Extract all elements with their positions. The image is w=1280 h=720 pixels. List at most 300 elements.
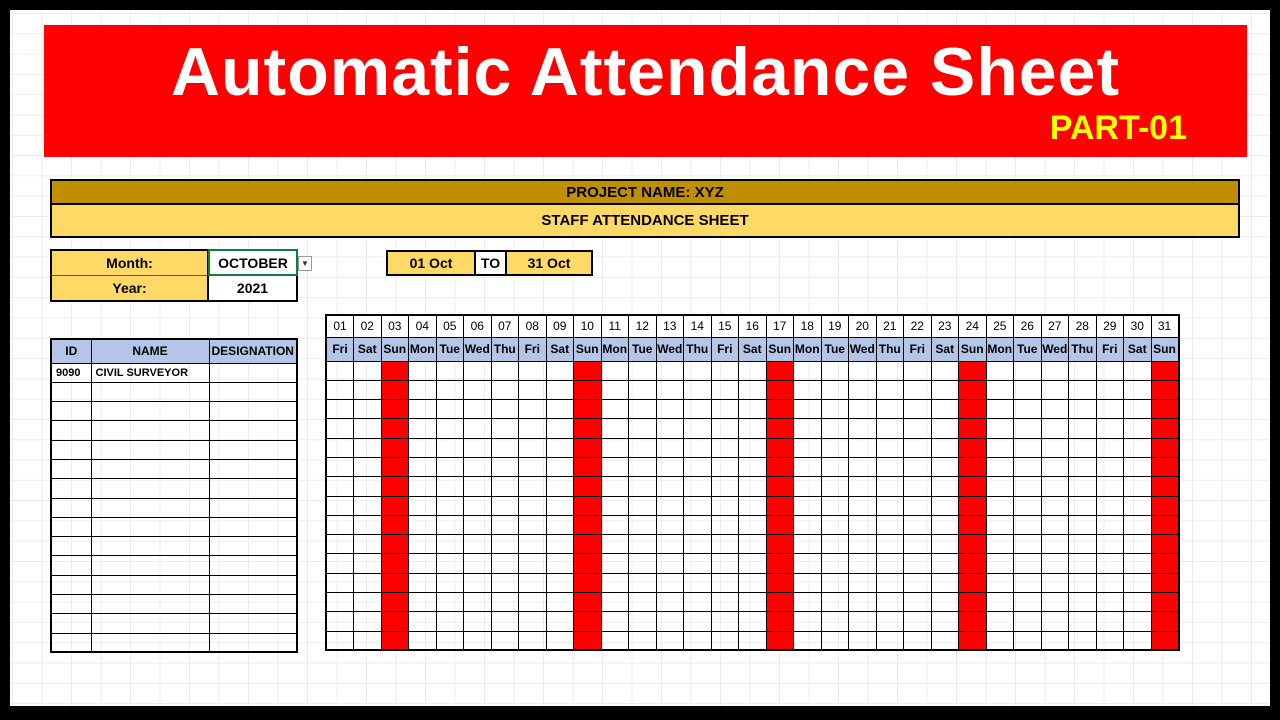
attendance-cell[interactable] xyxy=(436,457,464,476)
attendance-cell[interactable] xyxy=(1069,631,1097,650)
attendance-cell[interactable] xyxy=(519,457,547,476)
attendance-cell[interactable] xyxy=(931,496,959,515)
weekday-header-cell[interactable]: Sun xyxy=(574,337,602,361)
weekday-header-cell[interactable]: Mon xyxy=(794,337,822,361)
attendance-cell[interactable] xyxy=(986,631,1014,650)
attendance-cell[interactable] xyxy=(1069,612,1097,631)
attendance-cell[interactable] xyxy=(546,535,574,554)
sunday-cell[interactable] xyxy=(766,496,794,515)
id-cell[interactable] xyxy=(51,421,91,440)
attendance-cell[interactable] xyxy=(326,612,354,631)
attendance-cell[interactable] xyxy=(601,631,629,650)
attendance-cell[interactable] xyxy=(1041,515,1069,534)
attendance-cell[interactable] xyxy=(1096,496,1124,515)
attendance-cell[interactable] xyxy=(904,535,932,554)
attendance-cell[interactable] xyxy=(794,515,822,534)
sunday-cell[interactable] xyxy=(574,400,602,419)
attendance-cell[interactable] xyxy=(519,477,547,496)
designation-cell[interactable] xyxy=(209,614,297,633)
sunday-cell[interactable] xyxy=(381,419,409,438)
attendance-cell[interactable] xyxy=(409,457,437,476)
attendance-cell[interactable] xyxy=(876,515,904,534)
attendance-cell[interactable] xyxy=(436,535,464,554)
attendance-cell[interactable] xyxy=(656,515,684,534)
attendance-cell[interactable] xyxy=(601,380,629,399)
sunday-cell[interactable] xyxy=(381,496,409,515)
attendance-cell[interactable] xyxy=(1124,593,1152,612)
date-header-cell[interactable]: 14 xyxy=(684,315,712,337)
attendance-cell[interactable] xyxy=(931,612,959,631)
attendance-cell[interactable] xyxy=(1124,535,1152,554)
attendance-cell[interactable] xyxy=(436,477,464,496)
attendance-cell[interactable] xyxy=(1124,380,1152,399)
attendance-cell[interactable] xyxy=(354,631,382,650)
sunday-cell[interactable] xyxy=(574,477,602,496)
attendance-cell[interactable] xyxy=(794,361,822,380)
attendance-cell[interactable] xyxy=(1096,400,1124,419)
attendance-cell[interactable] xyxy=(436,400,464,419)
attendance-cell[interactable] xyxy=(1124,438,1152,457)
sunday-cell[interactable] xyxy=(959,477,987,496)
attendance-cell[interactable] xyxy=(326,554,354,573)
sunday-cell[interactable] xyxy=(574,438,602,457)
attendance-cell[interactable] xyxy=(491,515,519,534)
attendance-cell[interactable] xyxy=(904,457,932,476)
attendance-cell[interactable] xyxy=(546,573,574,592)
name-cell[interactable] xyxy=(91,459,209,478)
attendance-cell[interactable] xyxy=(1014,535,1042,554)
attendance-cell[interactable] xyxy=(876,419,904,438)
sunday-cell[interactable] xyxy=(1151,457,1179,476)
attendance-cell[interactable] xyxy=(711,457,739,476)
attendance-cell[interactable] xyxy=(821,612,849,631)
sunday-cell[interactable] xyxy=(1151,419,1179,438)
attendance-cell[interactable] xyxy=(464,535,492,554)
attendance-cell[interactable] xyxy=(1069,573,1097,592)
attendance-cell[interactable] xyxy=(354,496,382,515)
sunday-cell[interactable] xyxy=(574,419,602,438)
attendance-cell[interactable] xyxy=(1096,573,1124,592)
attendance-cell[interactable] xyxy=(821,631,849,650)
attendance-cell[interactable] xyxy=(876,535,904,554)
attendance-cell[interactable] xyxy=(684,438,712,457)
attendance-cell[interactable] xyxy=(464,515,492,534)
sunday-cell[interactable] xyxy=(1151,573,1179,592)
attendance-cell[interactable] xyxy=(656,380,684,399)
sunday-cell[interactable] xyxy=(381,631,409,650)
attendance-cell[interactable] xyxy=(821,400,849,419)
attendance-cell[interactable] xyxy=(849,361,877,380)
attendance-cell[interactable] xyxy=(491,380,519,399)
attendance-cell[interactable] xyxy=(711,631,739,650)
attendance-cell[interactable] xyxy=(326,400,354,419)
weekday-header-cell[interactable]: Wed xyxy=(656,337,684,361)
weekday-header-cell[interactable]: Thu xyxy=(1069,337,1097,361)
attendance-cell[interactable] xyxy=(711,400,739,419)
date-header-cell[interactable]: 31 xyxy=(1151,315,1179,337)
weekday-header-cell[interactable]: Sat xyxy=(931,337,959,361)
attendance-cell[interactable] xyxy=(519,515,547,534)
attendance-cell[interactable] xyxy=(739,380,767,399)
attendance-cell[interactable] xyxy=(794,554,822,573)
sunday-cell[interactable] xyxy=(381,554,409,573)
attendance-cell[interactable] xyxy=(436,438,464,457)
attendance-cell[interactable] xyxy=(821,477,849,496)
attendance-cell[interactable] xyxy=(601,419,629,438)
attendance-cell[interactable] xyxy=(849,554,877,573)
sunday-cell[interactable] xyxy=(574,535,602,554)
name-cell[interactable] xyxy=(91,517,209,536)
id-cell[interactable] xyxy=(51,556,91,575)
attendance-cell[interactable] xyxy=(491,535,519,554)
date-header-cell[interactable]: 06 xyxy=(464,315,492,337)
attendance-cell[interactable] xyxy=(794,400,822,419)
attendance-cell[interactable] xyxy=(876,612,904,631)
attendance-cell[interactable] xyxy=(464,554,492,573)
sunday-cell[interactable] xyxy=(766,554,794,573)
attendance-cell[interactable] xyxy=(684,361,712,380)
attendance-cell[interactable] xyxy=(849,419,877,438)
sunday-cell[interactable] xyxy=(381,438,409,457)
attendance-cell[interactable] xyxy=(1041,535,1069,554)
attendance-cell[interactable] xyxy=(849,593,877,612)
attendance-cell[interactable] xyxy=(849,631,877,650)
attendance-cell[interactable] xyxy=(684,535,712,554)
attendance-cell[interactable] xyxy=(436,631,464,650)
attendance-cell[interactable] xyxy=(409,593,437,612)
date-header-cell[interactable]: 21 xyxy=(876,315,904,337)
attendance-cell[interactable] xyxy=(629,457,657,476)
weekday-header-cell[interactable]: Mon xyxy=(409,337,437,361)
attendance-cell[interactable] xyxy=(436,515,464,534)
attendance-cell[interactable] xyxy=(326,419,354,438)
attendance-cell[interactable] xyxy=(931,438,959,457)
attendance-cell[interactable] xyxy=(409,535,437,554)
attendance-cell[interactable] xyxy=(986,535,1014,554)
sunday-cell[interactable] xyxy=(1151,380,1179,399)
attendance-cell[interactable] xyxy=(1069,380,1097,399)
sunday-cell[interactable] xyxy=(959,361,987,380)
sunday-cell[interactable] xyxy=(959,573,987,592)
attendance-cell[interactable] xyxy=(546,380,574,399)
id-cell[interactable] xyxy=(51,440,91,459)
id-cell[interactable] xyxy=(51,498,91,517)
attendance-cell[interactable] xyxy=(1096,515,1124,534)
attendance-cell[interactable] xyxy=(1069,419,1097,438)
attendance-cell[interactable] xyxy=(739,496,767,515)
attendance-cell[interactable] xyxy=(354,612,382,631)
attendance-cell[interactable] xyxy=(409,554,437,573)
attendance-cell[interactable] xyxy=(821,554,849,573)
weekday-header-cell[interactable]: Thu xyxy=(684,337,712,361)
attendance-cell[interactable] xyxy=(464,380,492,399)
attendance-cell[interactable] xyxy=(986,438,1014,457)
attendance-cell[interactable] xyxy=(904,419,932,438)
sunday-cell[interactable] xyxy=(574,457,602,476)
attendance-cell[interactable] xyxy=(409,612,437,631)
attendance-cell[interactable] xyxy=(876,496,904,515)
attendance-cell[interactable] xyxy=(1069,593,1097,612)
attendance-cell[interactable] xyxy=(739,631,767,650)
sunday-cell[interactable] xyxy=(1151,554,1179,573)
attendance-cell[interactable] xyxy=(656,438,684,457)
attendance-cell[interactable] xyxy=(409,361,437,380)
attendance-cell[interactable] xyxy=(986,380,1014,399)
attendance-cell[interactable] xyxy=(354,419,382,438)
attendance-cell[interactable] xyxy=(684,419,712,438)
attendance-cell[interactable] xyxy=(326,477,354,496)
attendance-cell[interactable] xyxy=(409,400,437,419)
attendance-cell[interactable] xyxy=(1041,438,1069,457)
sunday-cell[interactable] xyxy=(574,573,602,592)
attendance-cell[interactable] xyxy=(629,515,657,534)
date-header-cell[interactable]: 18 xyxy=(794,315,822,337)
weekday-header-cell[interactable]: Fri xyxy=(904,337,932,361)
attendance-cell[interactable] xyxy=(491,554,519,573)
attendance-cell[interactable] xyxy=(849,380,877,399)
attendance-cell[interactable] xyxy=(1014,438,1042,457)
date-header-cell[interactable]: 27 xyxy=(1041,315,1069,337)
attendance-cell[interactable] xyxy=(464,400,492,419)
attendance-cell[interactable] xyxy=(491,477,519,496)
sunday-cell[interactable] xyxy=(1151,535,1179,554)
date-header-cell[interactable]: 08 xyxy=(519,315,547,337)
date-header-cell[interactable]: 23 xyxy=(931,315,959,337)
id-cell[interactable] xyxy=(51,537,91,556)
sunday-cell[interactable] xyxy=(766,631,794,650)
attendance-cell[interactable] xyxy=(1069,496,1097,515)
attendance-cell[interactable] xyxy=(629,419,657,438)
attendance-cell[interactable] xyxy=(684,612,712,631)
attendance-cell[interactable] xyxy=(849,515,877,534)
attendance-cell[interactable] xyxy=(629,535,657,554)
attendance-cell[interactable] xyxy=(491,612,519,631)
sunday-cell[interactable] xyxy=(1151,496,1179,515)
attendance-cell[interactable] xyxy=(409,380,437,399)
designation-cell[interactable] xyxy=(209,517,297,536)
date-header-cell[interactable]: 01 xyxy=(326,315,354,337)
attendance-cell[interactable] xyxy=(1041,593,1069,612)
attendance-cell[interactable] xyxy=(1014,554,1042,573)
attendance-cell[interactable] xyxy=(711,554,739,573)
attendance-cell[interactable] xyxy=(354,400,382,419)
attendance-cell[interactable] xyxy=(876,400,904,419)
attendance-cell[interactable] xyxy=(546,515,574,534)
date-header-cell[interactable]: 05 xyxy=(436,315,464,337)
designation-header[interactable]: DESIGNATION xyxy=(209,339,297,363)
designation-cell[interactable] xyxy=(209,440,297,459)
sunday-cell[interactable] xyxy=(381,573,409,592)
attendance-cell[interactable] xyxy=(1124,361,1152,380)
attendance-cell[interactable] xyxy=(464,361,492,380)
attendance-cell[interactable] xyxy=(904,361,932,380)
attendance-cell[interactable] xyxy=(519,554,547,573)
attendance-cell[interactable] xyxy=(546,593,574,612)
attendance-cell[interactable] xyxy=(601,477,629,496)
attendance-cell[interactable] xyxy=(986,457,1014,476)
attendance-cell[interactable] xyxy=(1014,631,1042,650)
name-cell[interactable] xyxy=(91,614,209,633)
attendance-cell[interactable] xyxy=(629,612,657,631)
attendance-cell[interactable] xyxy=(601,361,629,380)
designation-cell[interactable] xyxy=(209,633,297,652)
sunday-cell[interactable] xyxy=(959,515,987,534)
sunday-cell[interactable] xyxy=(574,612,602,631)
attendance-cell[interactable] xyxy=(904,554,932,573)
attendance-cell[interactable] xyxy=(656,554,684,573)
attendance-cell[interactable] xyxy=(601,515,629,534)
date-header-cell[interactable]: 30 xyxy=(1124,315,1152,337)
id-cell[interactable] xyxy=(51,402,91,421)
from-date-cell[interactable]: 01 Oct xyxy=(386,250,476,276)
attendance-cell[interactable] xyxy=(821,573,849,592)
weekday-header-cell[interactable]: Sun xyxy=(1151,337,1179,361)
attendance-cell[interactable] xyxy=(1124,554,1152,573)
attendance-cell[interactable] xyxy=(1124,496,1152,515)
attendance-cell[interactable] xyxy=(464,593,492,612)
weekday-header-cell[interactable]: Sat xyxy=(739,337,767,361)
attendance-cell[interactable] xyxy=(904,515,932,534)
attendance-cell[interactable] xyxy=(1014,477,1042,496)
sunday-cell[interactable] xyxy=(766,535,794,554)
date-header-cell[interactable]: 16 xyxy=(739,315,767,337)
attendance-cell[interactable] xyxy=(711,380,739,399)
sunday-cell[interactable] xyxy=(1151,612,1179,631)
name-cell[interactable] xyxy=(91,633,209,652)
sunday-cell[interactable] xyxy=(959,419,987,438)
name-cell[interactable] xyxy=(91,382,209,401)
attendance-cell[interactable] xyxy=(656,573,684,592)
attendance-cell[interactable] xyxy=(354,438,382,457)
year-value-cell[interactable]: 2021 xyxy=(208,276,298,302)
attendance-cell[interactable] xyxy=(1124,573,1152,592)
attendance-cell[interactable] xyxy=(629,477,657,496)
weekday-header-cell[interactable]: Mon xyxy=(986,337,1014,361)
attendance-cell[interactable] xyxy=(986,361,1014,380)
designation-cell[interactable] xyxy=(209,575,297,594)
id-cell[interactable] xyxy=(51,614,91,633)
attendance-cell[interactable] xyxy=(711,477,739,496)
attendance-cell[interactable] xyxy=(491,631,519,650)
attendance-cell[interactable] xyxy=(409,477,437,496)
attendance-cell[interactable] xyxy=(519,593,547,612)
attendance-cell[interactable] xyxy=(1096,631,1124,650)
date-header-cell[interactable]: 20 xyxy=(849,315,877,337)
attendance-cell[interactable] xyxy=(1096,457,1124,476)
sunday-cell[interactable] xyxy=(959,631,987,650)
attendance-cell[interactable] xyxy=(326,380,354,399)
attendance-cell[interactable] xyxy=(629,554,657,573)
attendance-cell[interactable] xyxy=(1041,457,1069,476)
attendance-cell[interactable] xyxy=(464,438,492,457)
name-cell[interactable] xyxy=(91,402,209,421)
attendance-cell[interactable] xyxy=(326,573,354,592)
attendance-cell[interactable] xyxy=(491,457,519,476)
date-header-cell[interactable]: 09 xyxy=(546,315,574,337)
attendance-cell[interactable] xyxy=(711,535,739,554)
sunday-cell[interactable] xyxy=(959,554,987,573)
attendance-cell[interactable] xyxy=(931,477,959,496)
sunday-cell[interactable] xyxy=(959,400,987,419)
attendance-cell[interactable] xyxy=(794,573,822,592)
attendance-cell[interactable] xyxy=(601,593,629,612)
weekday-header-cell[interactable]: Tue xyxy=(1014,337,1042,361)
attendance-cell[interactable] xyxy=(1069,515,1097,534)
attendance-cell[interactable] xyxy=(546,400,574,419)
attendance-cell[interactable] xyxy=(464,477,492,496)
attendance-cell[interactable] xyxy=(821,380,849,399)
attendance-cell[interactable] xyxy=(876,631,904,650)
attendance-cell[interactable] xyxy=(1014,515,1042,534)
attendance-cell[interactable] xyxy=(904,593,932,612)
attendance-cell[interactable] xyxy=(656,593,684,612)
attendance-cell[interactable] xyxy=(601,573,629,592)
id-cell[interactable] xyxy=(51,595,91,614)
attendance-cell[interactable] xyxy=(1069,400,1097,419)
date-header-cell[interactable]: 02 xyxy=(354,315,382,337)
weekday-header-cell[interactable]: Thu xyxy=(491,337,519,361)
weekday-header-cell[interactable]: Wed xyxy=(849,337,877,361)
attendance-cell[interactable] xyxy=(436,573,464,592)
sunday-cell[interactable] xyxy=(766,419,794,438)
attendance-cell[interactable] xyxy=(849,400,877,419)
attendance-cell[interactable] xyxy=(931,400,959,419)
sunday-cell[interactable] xyxy=(1151,400,1179,419)
attendance-cell[interactable] xyxy=(1096,535,1124,554)
attendance-cell[interactable] xyxy=(986,496,1014,515)
attendance-cell[interactable] xyxy=(1014,457,1042,476)
attendance-cell[interactable] xyxy=(656,477,684,496)
id-cell[interactable]: 9090 xyxy=(51,363,91,382)
attendance-cell[interactable] xyxy=(1014,419,1042,438)
attendance-cell[interactable] xyxy=(931,573,959,592)
attendance-cell[interactable] xyxy=(436,612,464,631)
sunday-cell[interactable] xyxy=(574,515,602,534)
attendance-cell[interactable] xyxy=(354,593,382,612)
attendance-cell[interactable] xyxy=(876,573,904,592)
date-header-cell[interactable]: 25 xyxy=(986,315,1014,337)
attendance-cell[interactable] xyxy=(546,438,574,457)
attendance-cell[interactable] xyxy=(491,419,519,438)
id-cell[interactable] xyxy=(51,479,91,498)
attendance-cell[interactable] xyxy=(684,496,712,515)
attendance-cell[interactable] xyxy=(354,477,382,496)
sunday-cell[interactable] xyxy=(959,612,987,631)
attendance-cell[interactable] xyxy=(849,573,877,592)
attendance-cell[interactable] xyxy=(849,612,877,631)
date-header-cell[interactable]: 03 xyxy=(381,315,409,337)
attendance-cell[interactable] xyxy=(931,535,959,554)
attendance-cell[interactable] xyxy=(876,380,904,399)
id-cell[interactable] xyxy=(51,459,91,478)
sunday-cell[interactable] xyxy=(959,593,987,612)
attendance-cell[interactable] xyxy=(986,554,1014,573)
designation-cell[interactable] xyxy=(209,537,297,556)
attendance-cell[interactable] xyxy=(601,554,629,573)
name-cell[interactable] xyxy=(91,498,209,517)
id-cell[interactable] xyxy=(51,517,91,536)
attendance-cell[interactable] xyxy=(491,400,519,419)
attendance-cell[interactable] xyxy=(849,457,877,476)
sunday-cell[interactable] xyxy=(381,457,409,476)
attendance-cell[interactable] xyxy=(684,631,712,650)
attendance-cell[interactable] xyxy=(904,380,932,399)
attendance-cell[interactable] xyxy=(354,380,382,399)
attendance-cell[interactable] xyxy=(684,380,712,399)
attendance-cell[interactable] xyxy=(711,612,739,631)
attendance-cell[interactable] xyxy=(546,477,574,496)
sunday-cell[interactable] xyxy=(381,400,409,419)
